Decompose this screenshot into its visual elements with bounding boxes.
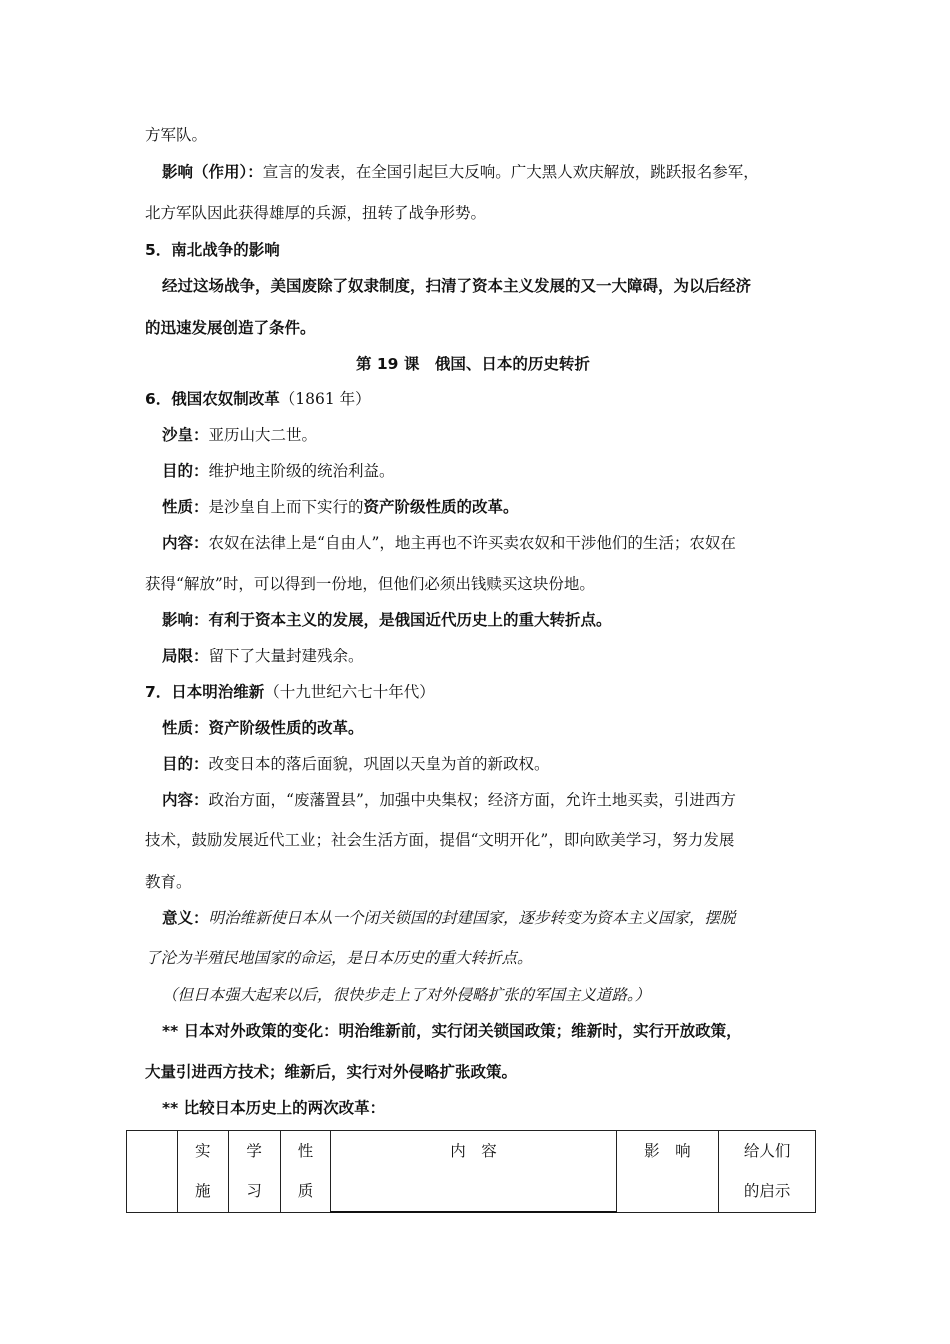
line-foreign-policy: ** 日本对外政策的变化：明治维新前，实行闭关锁国政策；维新时，实行开放政策， xyxy=(162,1022,742,1040)
line-compare-heading: ** 比较日本历史上的两次改革： xyxy=(162,1099,386,1117)
table-header-cell-blank xyxy=(127,1131,178,1213)
table-header-cell-influence: 影 响 xyxy=(616,1131,719,1213)
line-1: 方军队。 xyxy=(145,126,208,144)
line-significance-japan: 意义：明治维新使日本从一个闭关锁国的封建国家，逐步转变为资本主义国家，摆脱 xyxy=(162,909,736,927)
line-content-japan: 内容：政治方面，“废藩置县”，加强中央集权；经济方面，允许土地买卖，引进西方 xyxy=(162,791,736,809)
table-header-cell-nature: 性 质 xyxy=(280,1131,331,1213)
line-note-japan: （但日本强大起来以后，很快步走上了对外侵略扩张的军国主义道路。） xyxy=(162,986,651,1004)
section-5-heading: 5．南北战争的影响 xyxy=(145,241,280,259)
table-header-cell-lessons: 给人们 的启示 xyxy=(719,1131,816,1213)
table-header-row xyxy=(127,1131,816,1213)
table-header-cell-implement: 实 施 xyxy=(177,1131,228,1213)
line-foreign-policy-2: 大量引进西方技术；维新后，实行对外侵略扩张政策。 xyxy=(145,1063,518,1081)
line-2: 影响（作用）：宣言的发表，在全国引起巨大反响。广大黑人欢庆解放，跳跃报名参军， xyxy=(162,163,759,181)
line-nature-russia: 性质：是沙皇自上而下实行的资产阶级性质的改革。 xyxy=(162,498,519,516)
lesson-title: 第 19 课 俄国、日本的历史转折 xyxy=(356,355,590,373)
line-content-japan-2: 技术，鼓励发展近代工业；社会生活方面，提倡“文明开化”，即向欧美学习，努力发展 xyxy=(145,831,735,849)
line-influence-russia: 影响：有利于资本主义的发展，是俄国近代历史上的重大转折点。 xyxy=(162,611,612,629)
line-limit-russia: 局限：留下了大量封建残余。 xyxy=(162,647,364,665)
line-5: 经过这场战争，美国废除了奴隶制度，扫清了资本主义发展的又一大障碍，为以后经济 xyxy=(162,277,752,295)
section-7-heading: 7．日本明治维新（十九世纪六七十年代） xyxy=(145,683,435,701)
line-content-japan-3: 教育。 xyxy=(145,873,192,891)
section-6-heading: 6．俄国农奴制改革（1861 年） xyxy=(145,390,371,408)
line-content-russia: 内容：农奴在法律上是“自由人”，地主再也不许买卖农奴和干涉他们的生活；农奴在 xyxy=(162,534,736,552)
line-nature-japan: 性质：资产阶级性质的改革。 xyxy=(162,719,364,737)
line-tsar: 沙皇：亚历山大二世。 xyxy=(162,426,318,444)
line-6: 的迅速发展创造了条件。 xyxy=(145,319,316,337)
table-header-cell-learn: 学 习 xyxy=(228,1131,280,1213)
label-influence: 影响（作用）： xyxy=(162,163,263,181)
line-content-russia-2: 获得“解放”时，可以得到一份地，但他们必须出钱赎买这块份地。 xyxy=(145,575,595,593)
table-header-cell-content: 内 容 xyxy=(331,1131,616,1213)
line-purpose-japan: 目的：改变日本的落后面貌，巩固以天皇为首的新政权。 xyxy=(162,755,550,773)
line-significance-japan-2: 了沦为半殖民地国家的命运，是日本历史的重大转折点。 xyxy=(145,949,533,967)
line-purpose-russia: 目的：维护地主阶级的统治利益。 xyxy=(162,462,395,480)
line-3: 北方军队因此获得雄厚的兵源，扭转了战争形势。 xyxy=(145,204,487,222)
comparison-table xyxy=(126,1130,816,1213)
